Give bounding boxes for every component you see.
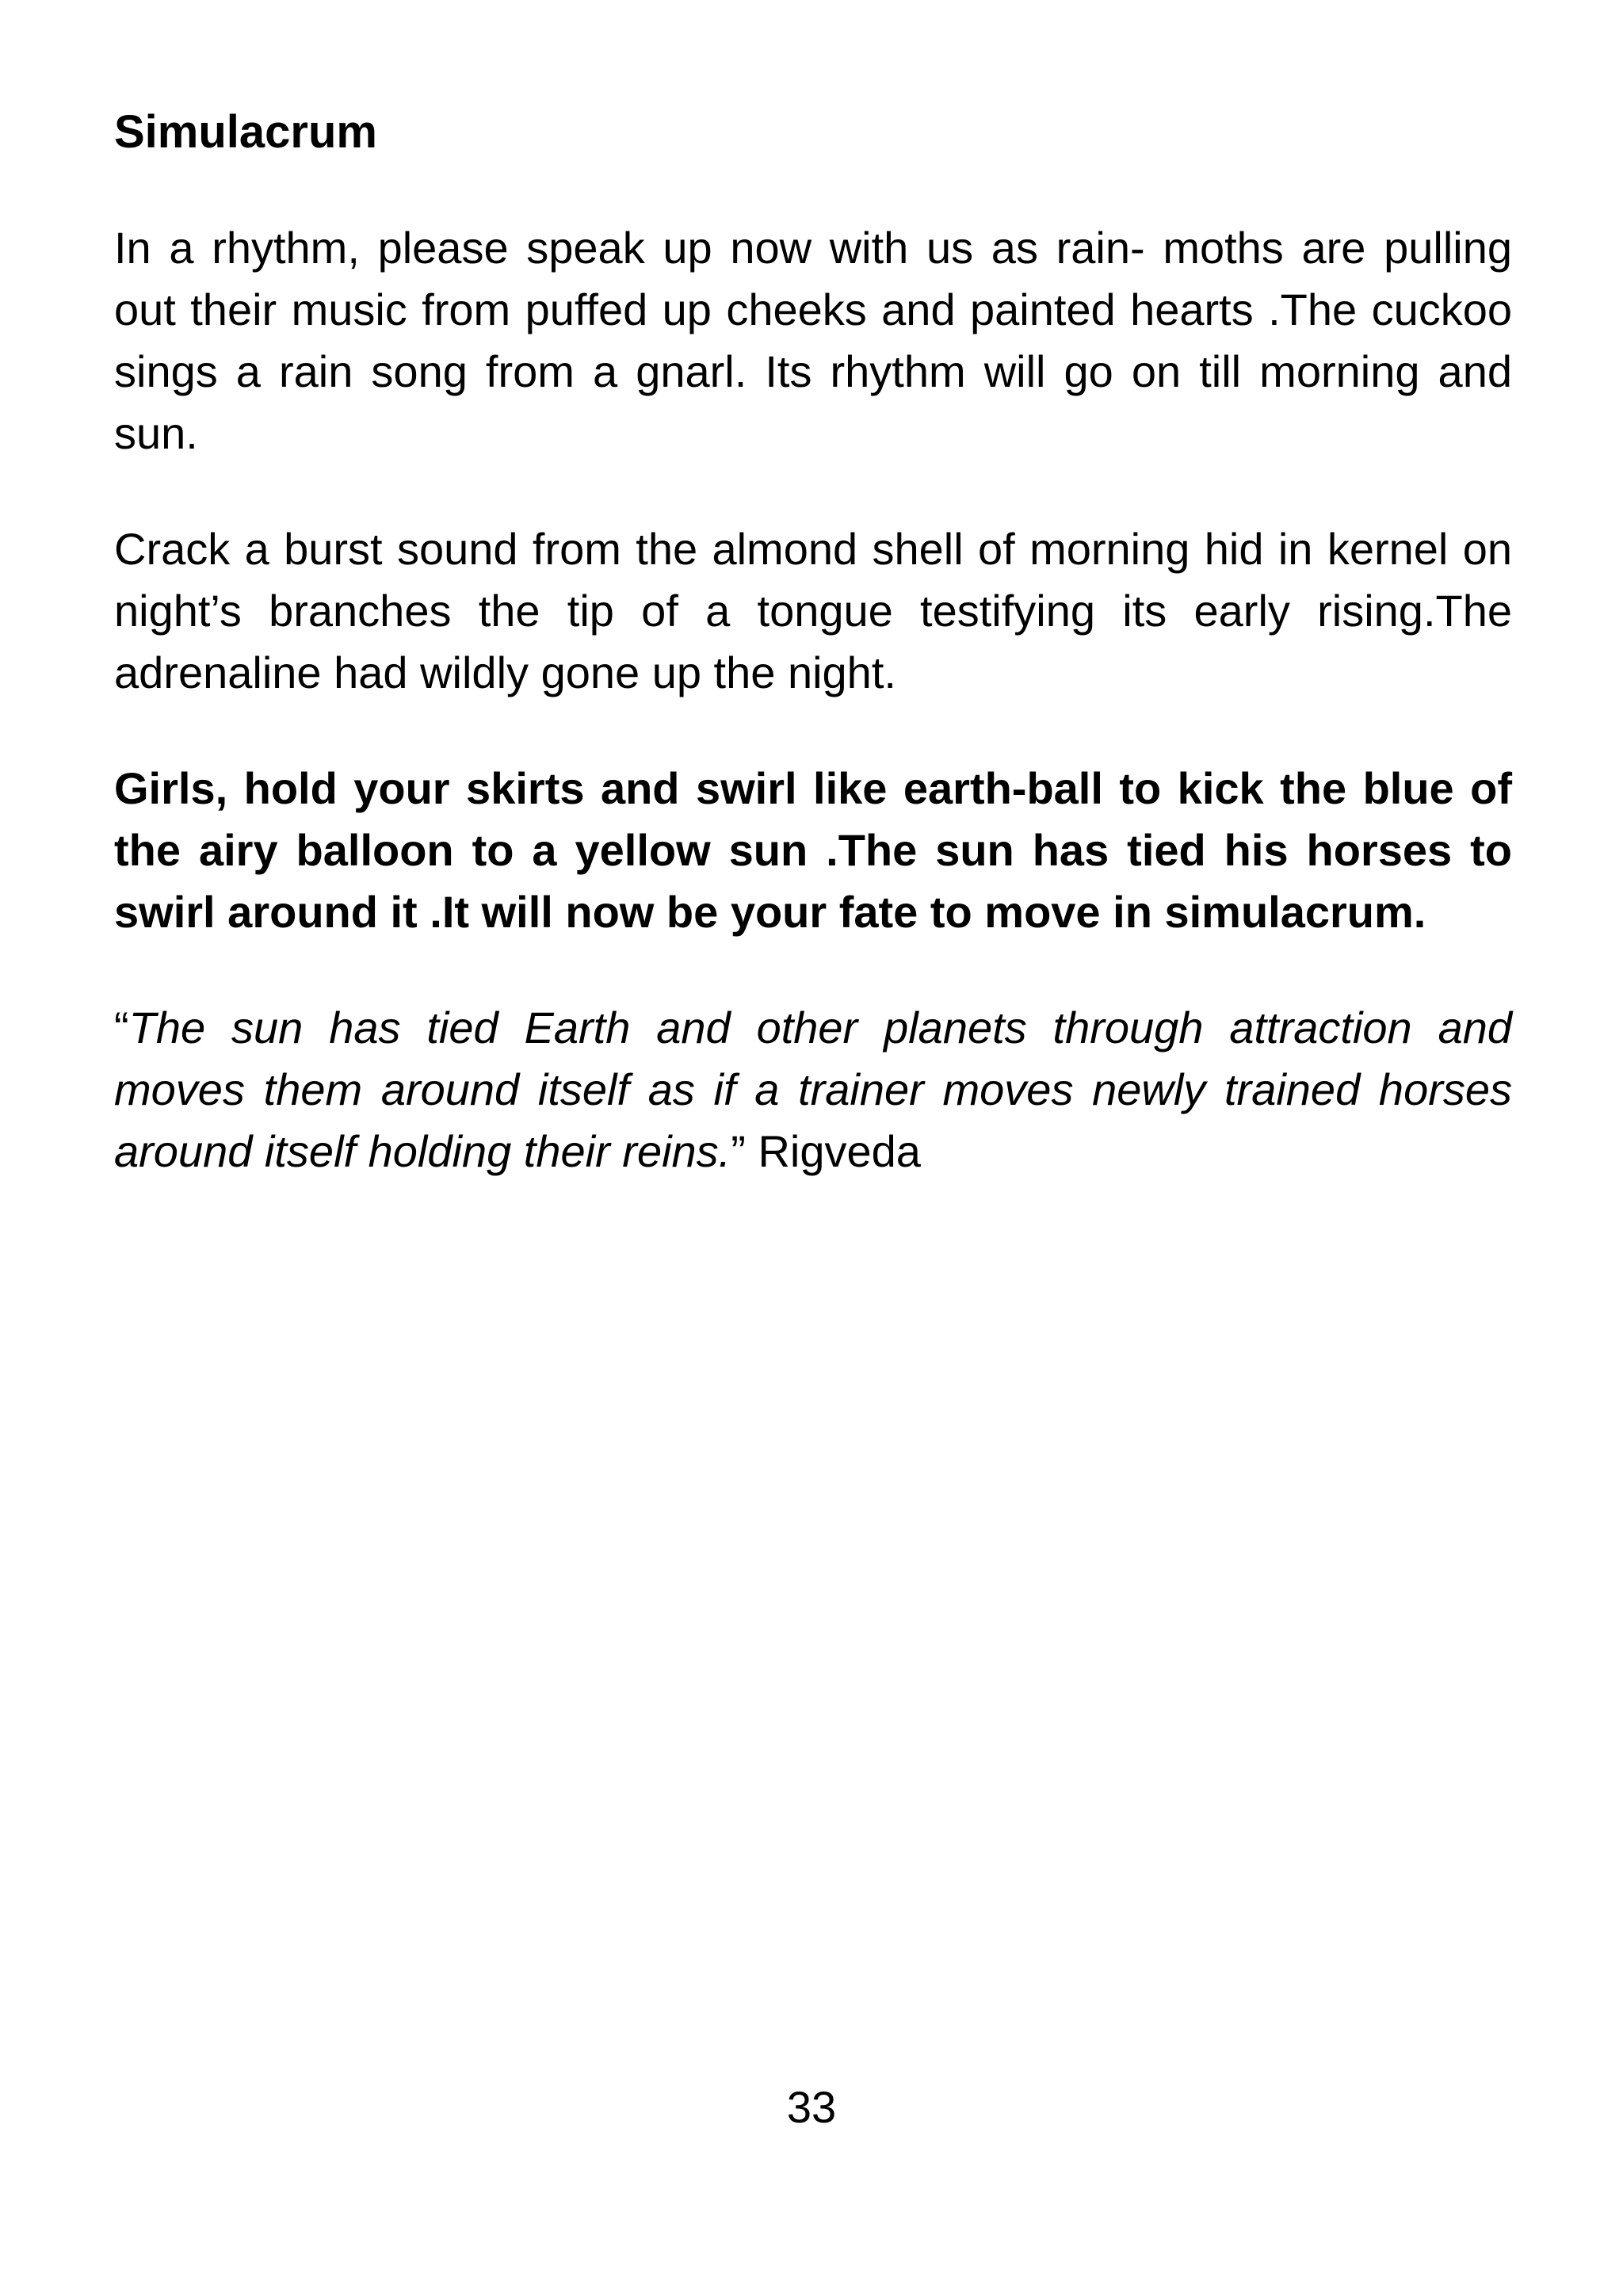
quote-close-mark: ” [731,1126,746,1176]
poem-title: Simulacrum [114,106,377,158]
page-content [114,101,1512,1236]
page-number: 33 [786,2082,837,2132]
paragraph-3: Girls, hold your skirts and swirl like earth-ball to kick the blue of the airy balloon to a yellow sun .The sun has tied his horses to swirl around it .It will now be your fate to move in simulacrum. [114,763,1512,937]
quote-open-mark: “ [114,1003,129,1052]
paragraph-1: In a rhythm, please speak up now with us as rain- moths are pulling out their music from puffed up cheeks and painted hearts .The cuckoo sings a rain song from a gnarl. Its rhythm will go on till morning and sun. [114,223,1512,458]
quote-paragraph [114,997,1512,1182]
paragraph-2: Crack a burst sound from the almond shell of morning hid in kernel on night’s branches the tip of a tongue testifying its early rising.The adrenaline had wildly gone up the night. [114,524,1512,697]
quote-source: Rigveda [758,1126,921,1176]
quote-text: The sun has tied Earth and other planets through attraction and moves them around itself as if a trainer moves newly trained horses around itself holding their reins. [114,1003,1512,1176]
